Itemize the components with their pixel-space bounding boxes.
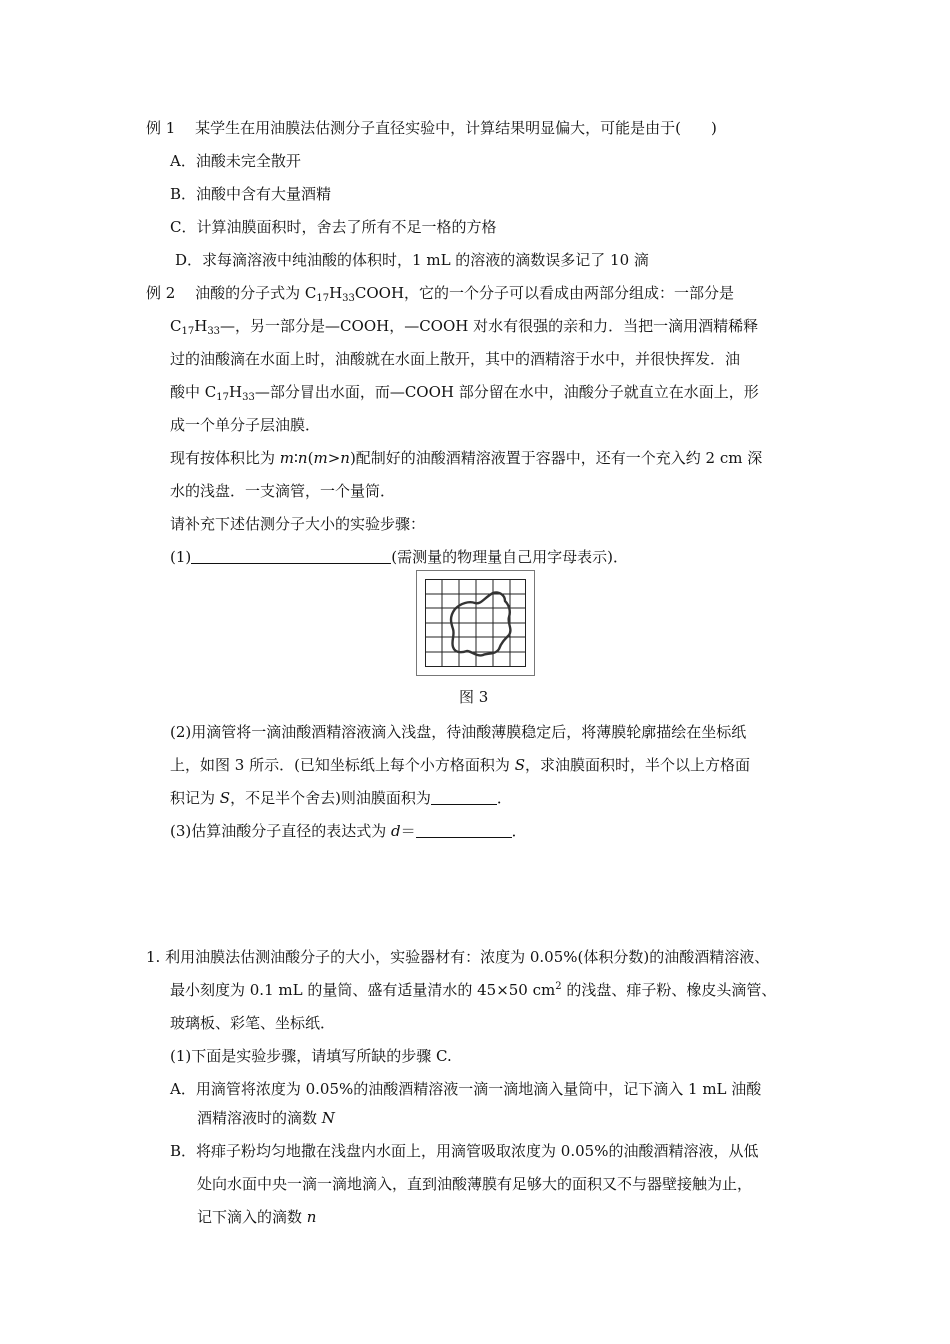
problem-1-step-b-line-1: B．将痱子粉均匀地撒在浅盘内水面上，用滴管吸取浓度为 0.05%的油酸酒精溶液，从低: [170, 1142, 759, 1160]
example-2-line-6: [170, 448, 762, 468]
text: 酸中 C: [170, 383, 217, 401]
example-1-option-c: C．计算油膜面积时，舍去了所有不足一格的方格: [170, 218, 497, 236]
answer-blank-3[interactable]: [416, 823, 512, 838]
subscript: 33: [342, 293, 355, 304]
variable-m: m: [313, 449, 328, 467]
problem-1-step-b-line-2: 处向水面中央一滴一滴地滴入，直到油酸薄膜有足够大的面积又不与器壁接触为止，: [197, 1175, 753, 1193]
problem-1-step-a-line-2: [197, 1108, 335, 1128]
grid-with-oil-film-outline: [425, 579, 526, 667]
subscript: 17: [216, 392, 229, 403]
text: (: [307, 449, 314, 467]
text: (1): [170, 548, 192, 566]
oil-film-outline: [451, 592, 510, 655]
text: 酒精溶液时的滴数: [197, 1109, 322, 1127]
text: (3)估算油酸分子直径的表达式为: [170, 822, 392, 840]
text: >: [327, 449, 341, 467]
problem-1-line-3: 玻璃板、彩笔、坐标纸．: [170, 1014, 336, 1032]
text: 油酸的分子式为 C: [195, 284, 317, 302]
text: 积记为: [170, 789, 220, 807]
text: 现有按体积比为: [170, 449, 280, 467]
text: H: [228, 383, 243, 401]
problem-1-line-2: [170, 980, 776, 1000]
example-2-line-7: 水的浅盘．一支滴管，一个量筒．: [170, 482, 396, 500]
problem-1-line-4: (1)下面是实验步骤，请填写所缺的步骤 C.: [170, 1047, 452, 1065]
example-2-line-3: 过的油酸滴在水面上时，油酸就在水面上散开，其中的酒精溶于水中，并很快挥发．油: [170, 350, 741, 368]
example-1-option-d: D．求每滴溶液中纯油酸的体积时，1 mL 的溶液的滴数误多记了 10 滴: [175, 251, 649, 269]
answer-blank-1[interactable]: [191, 549, 391, 564]
example-1-option-a: A．油酸未完全散开: [170, 152, 301, 170]
subscript: 17: [181, 326, 195, 337]
text: 记下滴入的滴数: [197, 1208, 307, 1226]
text: ．: [496, 789, 512, 807]
text: COOH，它的一个分子可以看成由两部分组成：一部分是: [354, 284, 735, 302]
figure-3-caption: 图 3: [459, 688, 489, 706]
variable-s: S: [514, 756, 525, 774]
problem-1-step-b-line-3: [197, 1207, 316, 1227]
example-2-question-2-line-3: [170, 788, 512, 808]
example-1-label: 例 1: [146, 119, 176, 137]
variable-n: n: [297, 449, 308, 467]
text: H: [329, 284, 343, 302]
subscript: 17: [316, 293, 330, 304]
example-2-line-4: [170, 382, 759, 402]
text: ．: [511, 822, 527, 840]
example-1-option-b: B．油酸中含有大量酒精: [170, 185, 332, 203]
text: H: [194, 317, 208, 335]
variable-n: n: [306, 1208, 317, 1226]
text: ∶: [294, 449, 298, 467]
example-2-question-2-line-1: (2)用滴管将一滴油酸酒精溶液滴入浅盘，待油酸薄膜稳定后，将薄膜轮廓描绘在坐标纸: [170, 723, 747, 741]
subscript: 33: [242, 392, 255, 403]
example-1-stem: [146, 118, 717, 138]
text: ＝: [400, 822, 416, 840]
example-2-line-1: [146, 283, 806, 303]
text: C: [170, 317, 182, 335]
example-2-question-3: [170, 821, 527, 841]
problem-1-step-a-line-1: A．用滴管将浓度为 0.05%的油酸酒精溶液一滴一滴地滴入量筒中，记下滴入 1 mL 油酸: [170, 1080, 762, 1098]
variable-s: S: [219, 789, 231, 807]
text: 上，如图 3 所示．(已知坐标纸上每个小方格面积为: [170, 756, 515, 774]
text: 的浅盘、痱子粉、橡皮头滴管、: [561, 981, 777, 999]
example-2-line-2: [170, 316, 758, 336]
example-2-question-1: [170, 547, 628, 567]
example-2-line-5: 成一个单分子层油膜．: [170, 416, 321, 434]
subscript: 33: [207, 326, 221, 337]
text: ，不足半个舍去)则油膜面积为: [230, 789, 431, 807]
problem-1-line-1: 1. 利用油膜法估测油酸分子的大小，实验器材有：浓度为 0.05%(体积分数)的油酸酒精溶液、: [146, 948, 770, 966]
variable-m: m: [279, 449, 295, 467]
example-2-label: 例 2: [146, 284, 176, 302]
text: )配制好的油酸酒精溶液置于容器中，还有一个充入约 2 cm 深: [349, 449, 763, 467]
text: —部分冒出水面，而—COOH 部分留在水中，油酸分子就直立在水面上，形: [254, 383, 759, 401]
figure-3-grid: [416, 570, 535, 676]
variable-d: d: [391, 822, 401, 840]
text: ，求油膜面积时，半个以上方格面: [524, 756, 750, 774]
example-2-line-8: 请补充下述估测分子大小的实验步骤：: [170, 515, 426, 533]
variable-n: n: [340, 449, 350, 467]
answer-blank-2[interactable]: [431, 790, 497, 805]
text: —，另一部分是—COOH，—COOH 对水有很强的亲和力．当把一滴用酒精稀释: [220, 317, 759, 335]
superscript: 2: [555, 981, 562, 992]
text: 最小刻度为 0.1 mL 的量筒、盛有适量清水的 45×50 cm: [170, 981, 556, 999]
example-1-question: 某学生在用油膜法估测分子直径实验中，计算结果明显偏大，可能是由于( ): [195, 119, 717, 137]
variable-n: N: [321, 1109, 335, 1127]
text: (需测量的物理量自己用字母表示)．: [391, 548, 628, 566]
example-2-question-2-line-2: [170, 755, 750, 775]
